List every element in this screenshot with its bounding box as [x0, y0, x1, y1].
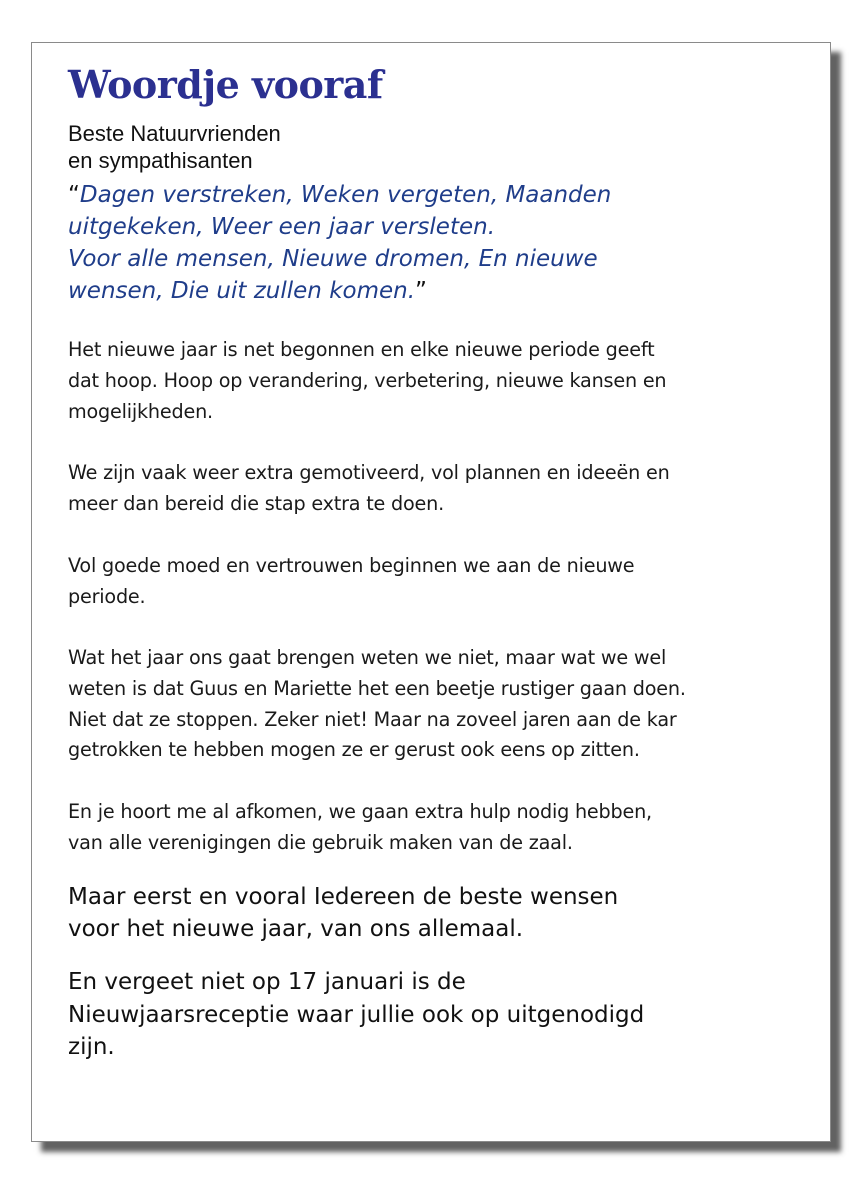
quote-line [68, 276, 808, 308]
closing-wishes [68, 881, 808, 946]
paragraph-line: weten is dat Guus en Mariette het een beetje rustiger gaan doen. [68, 677, 686, 701]
paragraph-line: Vol goede moed en vertrouwen beginnen we aan de nieuwe [68, 553, 635, 577]
document-content [68, 63, 808, 1080]
quote-line-text: Dagen verstreken, Weken vergeten, Maanden [79, 182, 612, 209]
document-page [31, 42, 831, 1142]
paragraph-line: mogelijkheden. [68, 399, 213, 423]
close-quote-mark: ” [415, 277, 427, 304]
poem-quote [68, 180, 808, 307]
closing-line: Maar eerst en vooral Iedereen de beste wensen [68, 883, 619, 910]
paragraph-line: Niet dat ze stoppen. Zeker niet! Maar na zoveel jaren aan de kar [68, 707, 677, 731]
paragraph-line: We zijn vaak weer extra gemotiveerd, vol plannen en ideeën en [68, 461, 670, 485]
paragraph-line: dat hoop. Hoop op verandering, verbetering, nieuwe kansen en [68, 369, 667, 392]
paragraph-good-courage [68, 551, 808, 612]
paragraph-line: getrokken te hebben mogen ze er gerust ook eens op zitten. [68, 738, 640, 762]
paragraph-guus-mariette [68, 643, 808, 766]
quote-line [68, 180, 808, 212]
paragraph-line: En je hoort me al afkomen, we gaan extra hulp nodig hebben, [68, 800, 652, 824]
paragraph-extra-help [68, 797, 808, 858]
quote-line: uitgekeken, Weer een jaar versleten. [68, 214, 496, 241]
closing-line: voor het nieuwe jaar, van ons allemaal. [68, 916, 524, 943]
closing-line: zijn. [68, 1034, 115, 1061]
paragraph-motivated [68, 458, 808, 519]
quote-line: Voor alle mensen, Nieuwe dromen, En nieuwe [68, 245, 598, 272]
paragraph-line: van alle verenigingen die gebruik maken van de zaal. [68, 830, 573, 854]
page-title: Woordje vooraf [68, 62, 383, 107]
paragraph-line: Het nieuwe jaar is net begonnen en elke nieuwe periode geeft [68, 338, 655, 362]
salutation-line: en sympathisanten [68, 147, 253, 173]
salutation [68, 121, 808, 175]
closing-line: Nieuwjaarsreceptie waar jullie ook op uitgenodigd [68, 1001, 645, 1028]
paragraph-line: Wat het jaar ons gaat brengen weten we niet, maar wat we wel [68, 646, 667, 670]
paragraph-new-year [68, 335, 808, 427]
salutation-line: Beste Natuurvrienden [68, 120, 281, 146]
quote-line-text: wensen, Die uit zullen komen. [68, 277, 416, 304]
paragraph-line: periode. [68, 584, 146, 608]
paragraph-line: meer dan bereid die stap extra te doen. [68, 492, 445, 516]
open-quote-mark: “ [68, 182, 80, 209]
closing-reception [68, 966, 808, 1064]
closing-line: En vergeet niet op 17 januari is de [68, 968, 466, 995]
